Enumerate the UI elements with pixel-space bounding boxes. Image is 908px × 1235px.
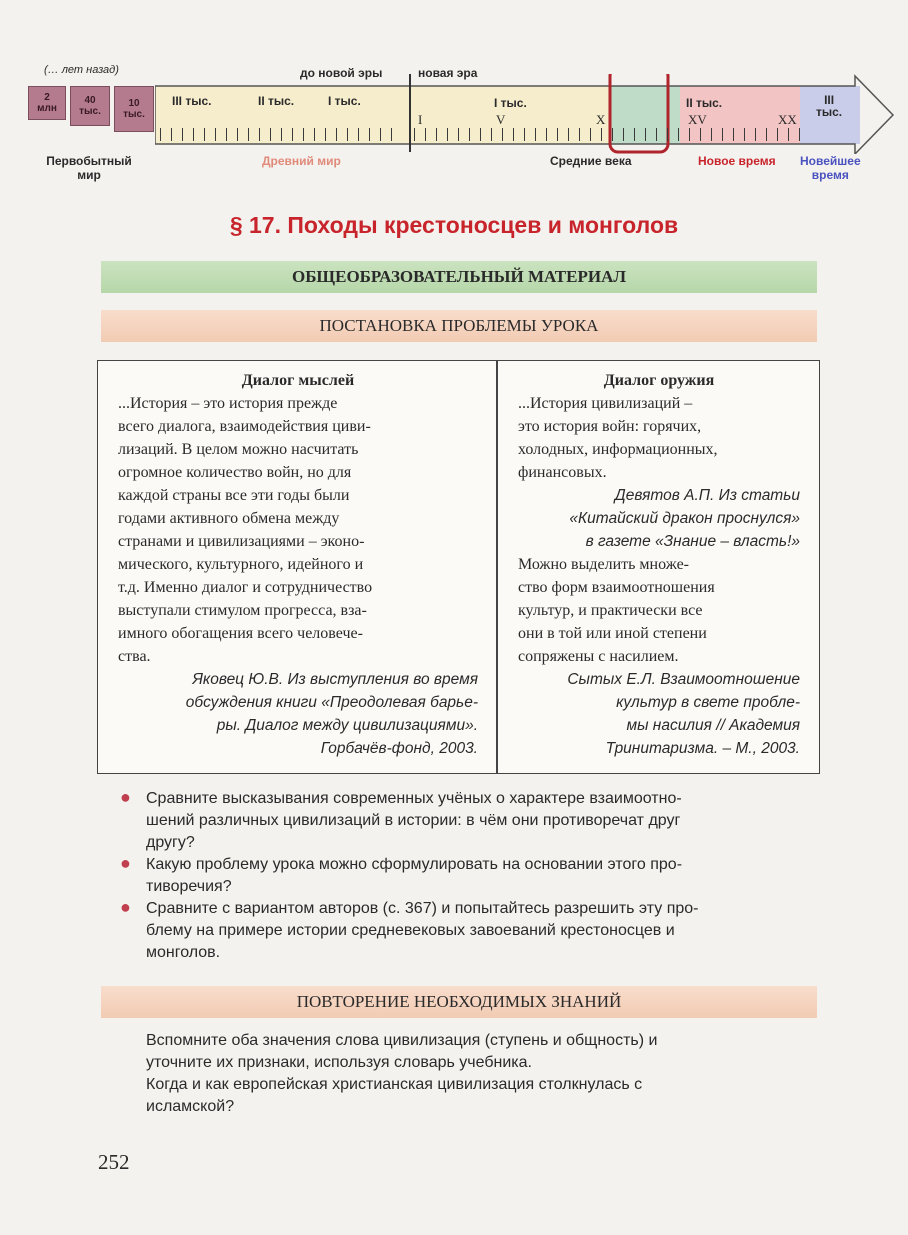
quote-left-line: выступали стимулом прогресса, вза- (118, 602, 367, 619)
century-label: V (496, 112, 506, 127)
band-general: ОБЩЕОБРАЗОВАТЕЛЬНЫЙ МАТЕРИАЛ (101, 261, 817, 293)
era-middle: Средние века (550, 154, 632, 168)
quote-right-source: в газете «Знание – власть!» (585, 533, 800, 550)
century-label: X (596, 112, 606, 127)
question-line: Сравните с вариантом авторов (с. 367) и попытайтесь разрешить эту про- (146, 900, 699, 917)
question-list (120, 788, 820, 964)
quote-left-line: ...История – это история прежде (118, 395, 338, 412)
era-primitive: Первобытный мир (46, 154, 132, 182)
quote-left-line: странами и цивилизациями – эконо- (118, 533, 365, 550)
quote-right-line: финансовых. (518, 464, 607, 481)
quote-left-line: всего диалога, взаимодействия циви- (118, 418, 371, 435)
quote-left-source: ры. Диалог между цивилизациями». (216, 717, 478, 734)
quote-right-source: «Китайский дракон проснулся» (569, 510, 800, 527)
era-ancient: Древний мир (262, 154, 341, 168)
quote-right-line: сопряжены с насилием. (518, 648, 679, 665)
quote-right-line: это история войн: горячих, (518, 418, 702, 435)
era-modern: Новое время (698, 154, 776, 168)
quote-left-line: мического, культурного, идейного и (118, 556, 364, 573)
question-line: Какую проблему урока можно сформулировать на основании этого про- (146, 856, 683, 873)
millennium-label: I тыс. (328, 94, 361, 108)
millennium-label: II тыс. (258, 94, 295, 108)
quote-left-source: обсуждения книги «Преодолевая барье- (185, 694, 478, 711)
era-contemporary: Новейшее время (800, 154, 861, 182)
bce-label: до новой эры (300, 66, 383, 80)
millennium-label: II тыс. (686, 96, 723, 110)
quote-right-source: Девятов А.П. Из статьи (614, 487, 800, 504)
century-label: XX (778, 112, 797, 127)
quote-left-heading: Диалог мыслей (241, 372, 355, 389)
quote-left-line: т.д. Именно диалог и сотрудничество (118, 579, 373, 596)
quote-right-source: культур в свете пробле- (616, 694, 800, 711)
question-line: блему на примере истории средневековых завоеваний крестоносцев и (146, 922, 675, 939)
timeline-prim-box: 40 тыс. (70, 86, 110, 126)
band-review: ПОВТОРЕНИЕ НЕОБХОДИМЫХ ЗНАНИЙ (101, 986, 817, 1018)
timeline-prim-box: 2 млн (28, 86, 66, 120)
century-label: I (418, 112, 423, 127)
quote-divider (496, 361, 498, 773)
quote-box (97, 360, 820, 774)
years-ago-label: (… лет назад) (44, 64, 119, 76)
question-item (120, 898, 820, 964)
review-text (146, 1030, 818, 1118)
question-line: тиворечия? (146, 878, 232, 895)
bullet-icon: ● (120, 853, 131, 873)
review-line: Вспомните оба значения слова цивилизация (ступень и общность) и (146, 1032, 658, 1049)
millennium-label: III тыс. (816, 93, 843, 119)
bullet-icon: ● (120, 897, 131, 917)
quote-right-line: они в той или иной степени (518, 625, 707, 642)
quote-left-source: Яковец Ю.В. Из выступления во время (192, 671, 478, 688)
quote-right-heading: Диалог оружия (603, 372, 715, 389)
quote-right-source: мы насилия // Академия (626, 717, 800, 734)
review-line: уточните их признаки, используя словарь учебника. (146, 1054, 532, 1071)
quote-left-line: ства. (118, 648, 151, 665)
question-line: Сравните высказывания современных учёных о характере взаимоотно- (146, 790, 682, 807)
page-number: 252 (98, 1150, 130, 1174)
millennium-label: III тыс. (172, 94, 212, 108)
quote-left-line: имного обогащения всего человече- (118, 625, 363, 642)
quote-left (118, 369, 478, 760)
question-item (120, 788, 820, 854)
quote-right (518, 369, 800, 760)
century-label: XV (688, 112, 707, 127)
quote-right-line: ...История цивилизаций – (518, 395, 693, 412)
quote-left-line: годами активного обмена между (118, 510, 340, 527)
millennium-label: I тыс. (494, 96, 527, 110)
question-line: другу? (146, 834, 195, 851)
question-item (120, 854, 820, 898)
quote-right-line: Можно выделить множе- (518, 556, 689, 573)
quote-left-source: Горбачёв-фонд, 2003. (320, 740, 478, 757)
quote-left-line: каждой страны все эти годы были (118, 487, 350, 504)
quote-right-line: культур, и практически все (518, 602, 703, 619)
section-title: § 17. Походы крестоносцев и монголов (229, 212, 679, 238)
quote-right-line: холодных, информационных, (518, 441, 718, 458)
timeline-prim-box: 10 тыс. (114, 86, 154, 132)
timeline-ticks-bce (160, 128, 400, 141)
timeline-ticks-ce (414, 128, 810, 141)
review-line: Когда и как европейская христианская цивилизация столкнулась с (146, 1076, 643, 1093)
ce-label: новая эра (418, 66, 478, 80)
band-problem: ПОСТАНОВКА ПРОБЛЕМЫ УРОКА (101, 310, 817, 342)
bullet-icon: ● (120, 787, 131, 807)
quote-right-line: ство форм взаимоотношения (518, 579, 715, 596)
quote-left-line: лизаций. В целом можно насчитать (118, 441, 359, 458)
question-line: шений различных цивилизаций в истории: в чём они противоречат друг (146, 812, 681, 829)
question-line: монголов. (146, 944, 221, 961)
quote-left-line: огромное количество войн, но для (118, 464, 352, 481)
quote-right-source: Тринитаризма. – М., 2003. (605, 740, 800, 757)
review-line: исламской? (146, 1098, 235, 1115)
quote-right-source: Сытых Е.Л. Взаимоотношение (567, 671, 800, 688)
